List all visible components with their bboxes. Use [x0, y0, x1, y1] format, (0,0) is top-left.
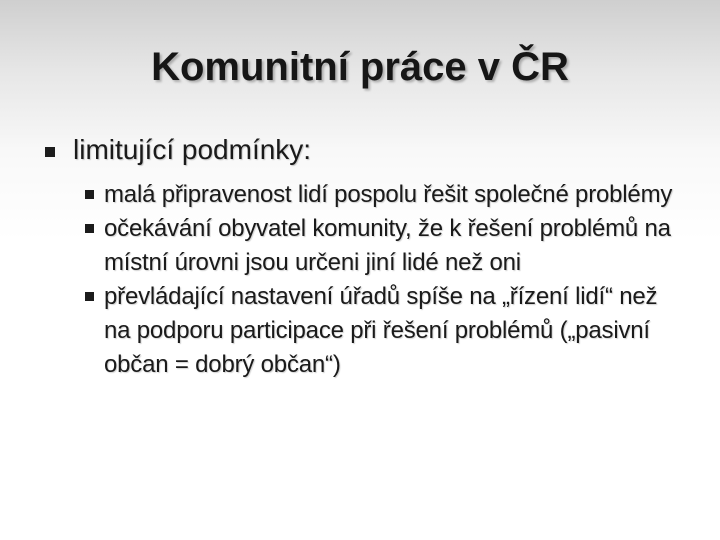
square-bullet-icon: [85, 190, 94, 199]
square-bullet-icon: [85, 292, 94, 301]
slide-title: Komunitní práce v ČR: [151, 45, 569, 89]
sub-bullet-item: [85, 178, 685, 212]
sub-bullet-list: [85, 178, 685, 382]
bullet-list: [45, 130, 685, 382]
sub-bullet-text: převládající nastavení úřadů spíše na „řízení lidí“ než na podporu participace při řešení problémů („pasivní občan = dobrý občan“): [104, 283, 658, 378]
sub-bullet-item: [85, 212, 685, 280]
sub-bullet-item: [85, 280, 685, 382]
sub-bullet-text: malá připravenost lidí pospolu řešit společné problémy: [104, 181, 673, 208]
square-bullet-icon: [45, 147, 55, 157]
sub-bullet-text: očekávání obyvatel komunity, že k řešení problémů na místní úrovni jsou určeni jiní lidé než oni: [104, 215, 671, 276]
bullet-item: [45, 130, 685, 170]
square-bullet-icon: [85, 224, 94, 233]
bullet-text: limitující podmínky:: [73, 134, 312, 165]
